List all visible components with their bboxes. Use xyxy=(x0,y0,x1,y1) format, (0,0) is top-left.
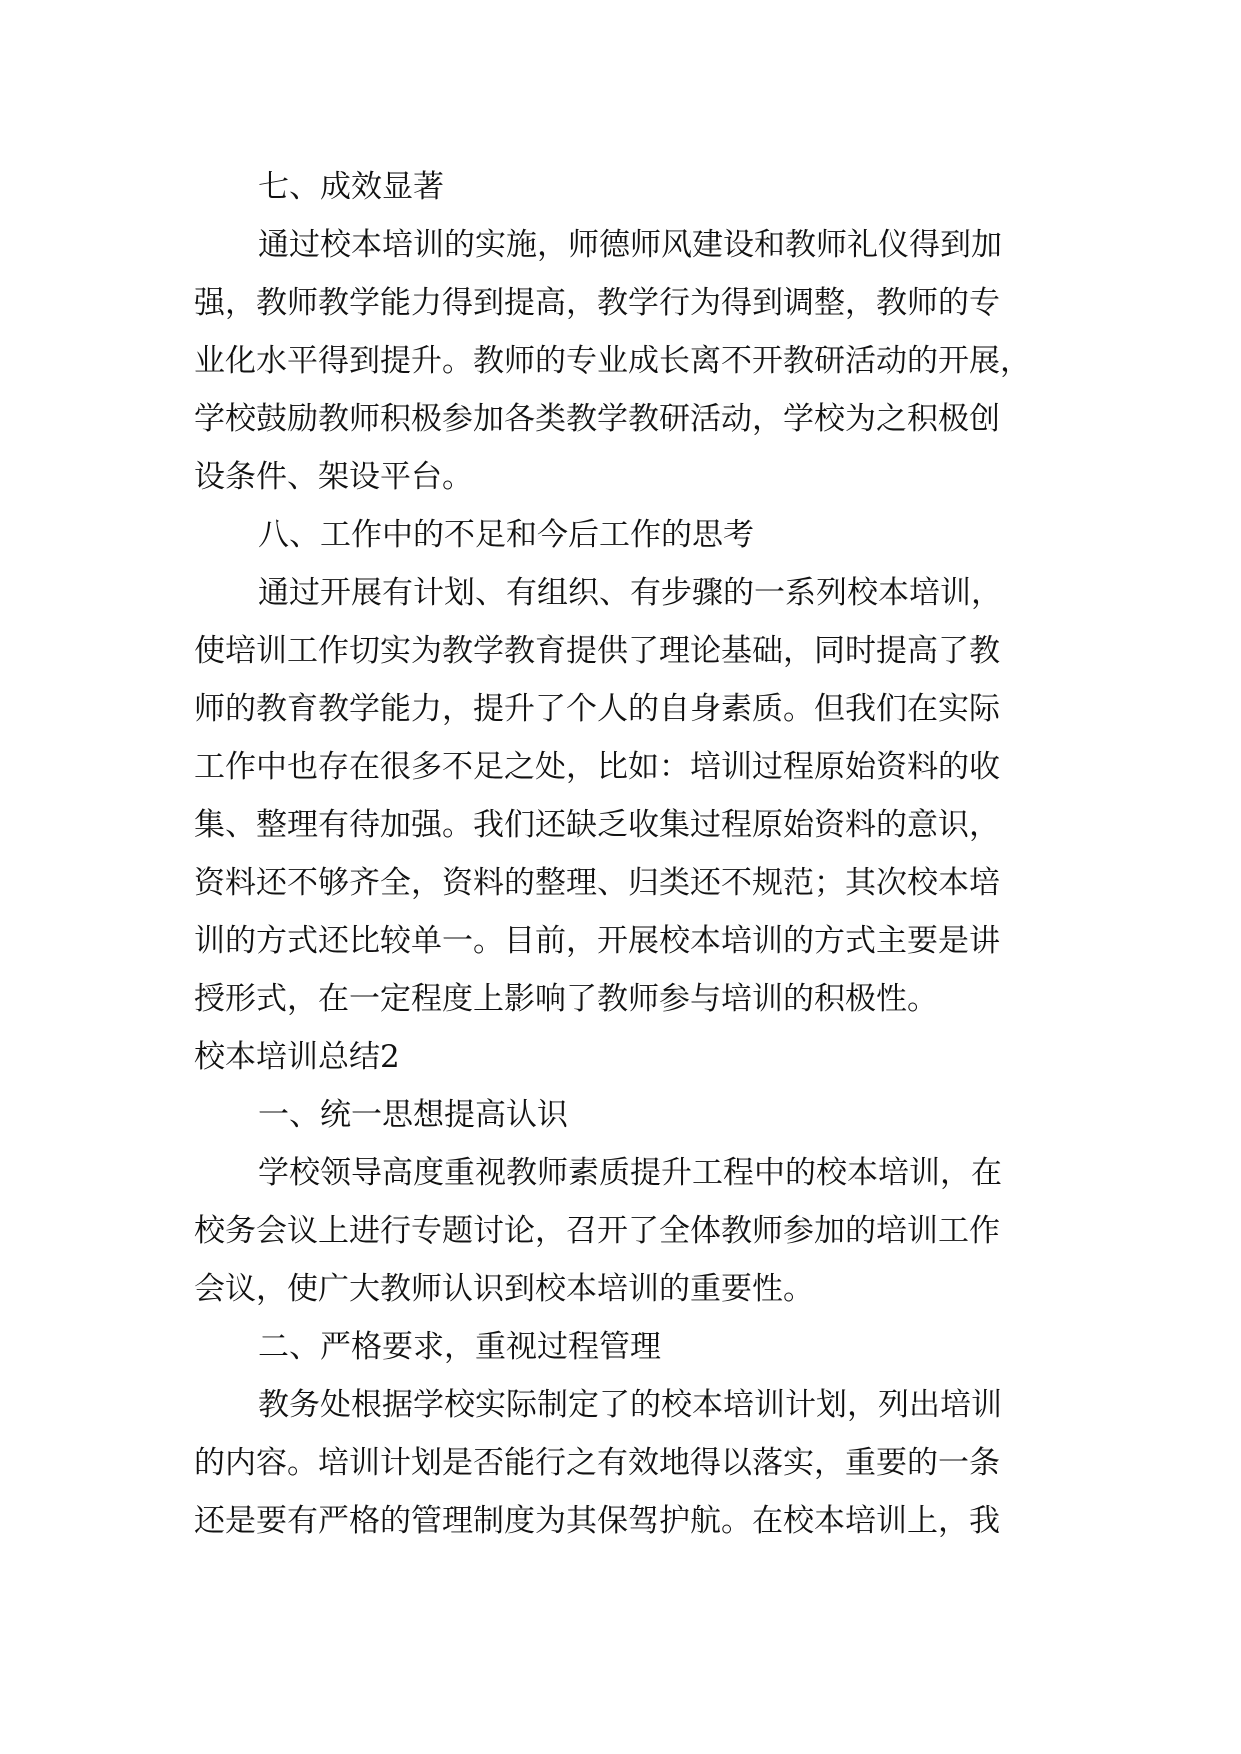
paragraph-line: 会议，使广大教师认识到校本培训的重要性。 xyxy=(194,1271,814,1307)
paragraph-line: 授形式，在一定程度上影响了教师参与培训的积极性。 xyxy=(194,981,938,1017)
document-body xyxy=(194,158,1056,1550)
paragraph-line: 设条件、架设平台。 xyxy=(194,459,473,495)
paragraph-line: 的内容。培训计划是否能行之有效地得以落实，重要的一条 xyxy=(194,1445,1000,1481)
paragraph-line: 学校领导高度重视教师素质提升工程中的校本培训，在 xyxy=(258,1155,1002,1191)
paragraph-line: 校务会议上进行专题讨论，召开了全体教师参加的培训工作 xyxy=(194,1213,1000,1249)
section-heading-7: 七、成效显著 xyxy=(258,169,444,205)
section-heading-2: 二、严格要求，重视过程管理 xyxy=(258,1329,661,1365)
paragraph-line: 资料还不够齐全，资料的整理、归类还不规范；其次校本培 xyxy=(194,865,1000,901)
section-heading-1: 一、统一思想提高认识 xyxy=(258,1097,568,1133)
paragraph-line: 教务处根据学校实际制定了的校本培训计划，列出培训 xyxy=(258,1387,1002,1423)
paragraph-line: 集、整理有待加强。我们还缺乏收集过程原始资料的意识， xyxy=(194,807,1000,843)
paragraph-line: 还是要有严格的管理制度为其保驾护航。在校本培训上，我 xyxy=(194,1503,1000,1539)
paragraph-line: 师的教育教学能力，提升了个人的自身素质。但我们在实际 xyxy=(194,691,1000,727)
section-heading-8: 八、工作中的不足和今后工作的思考 xyxy=(258,517,754,553)
paragraph-line: 强，教师教学能力得到提高，教学行为得到调整，教师的专 xyxy=(194,285,1000,321)
paragraph-line: 通过开展有计划、有组织、有步骤的一系列校本培训， xyxy=(258,575,1002,611)
paragraph-line: 学校鼓励教师积极参加各类教学教研活动，学校为之积极创 xyxy=(194,401,1000,437)
paragraph-line: 业化水平得到提升。教师的专业成长离不开教研活动的开展， xyxy=(194,343,1031,379)
paragraph-line: 训的方式还比较单一。目前，开展校本培训的方式主要是讲 xyxy=(194,923,1000,959)
paragraph-line: 使培训工作切实为教学教育提供了理论基础，同时提高了教 xyxy=(194,633,1000,669)
document-subtitle: 校本培训总结2 xyxy=(194,1039,400,1075)
paragraph-line: 工作中也存在很多不足之处，比如：培训过程原始资料的收 xyxy=(194,749,1000,785)
paragraph-line: 通过校本培训的实施，师德师风建设和教师礼仪得到加 xyxy=(258,227,1002,263)
